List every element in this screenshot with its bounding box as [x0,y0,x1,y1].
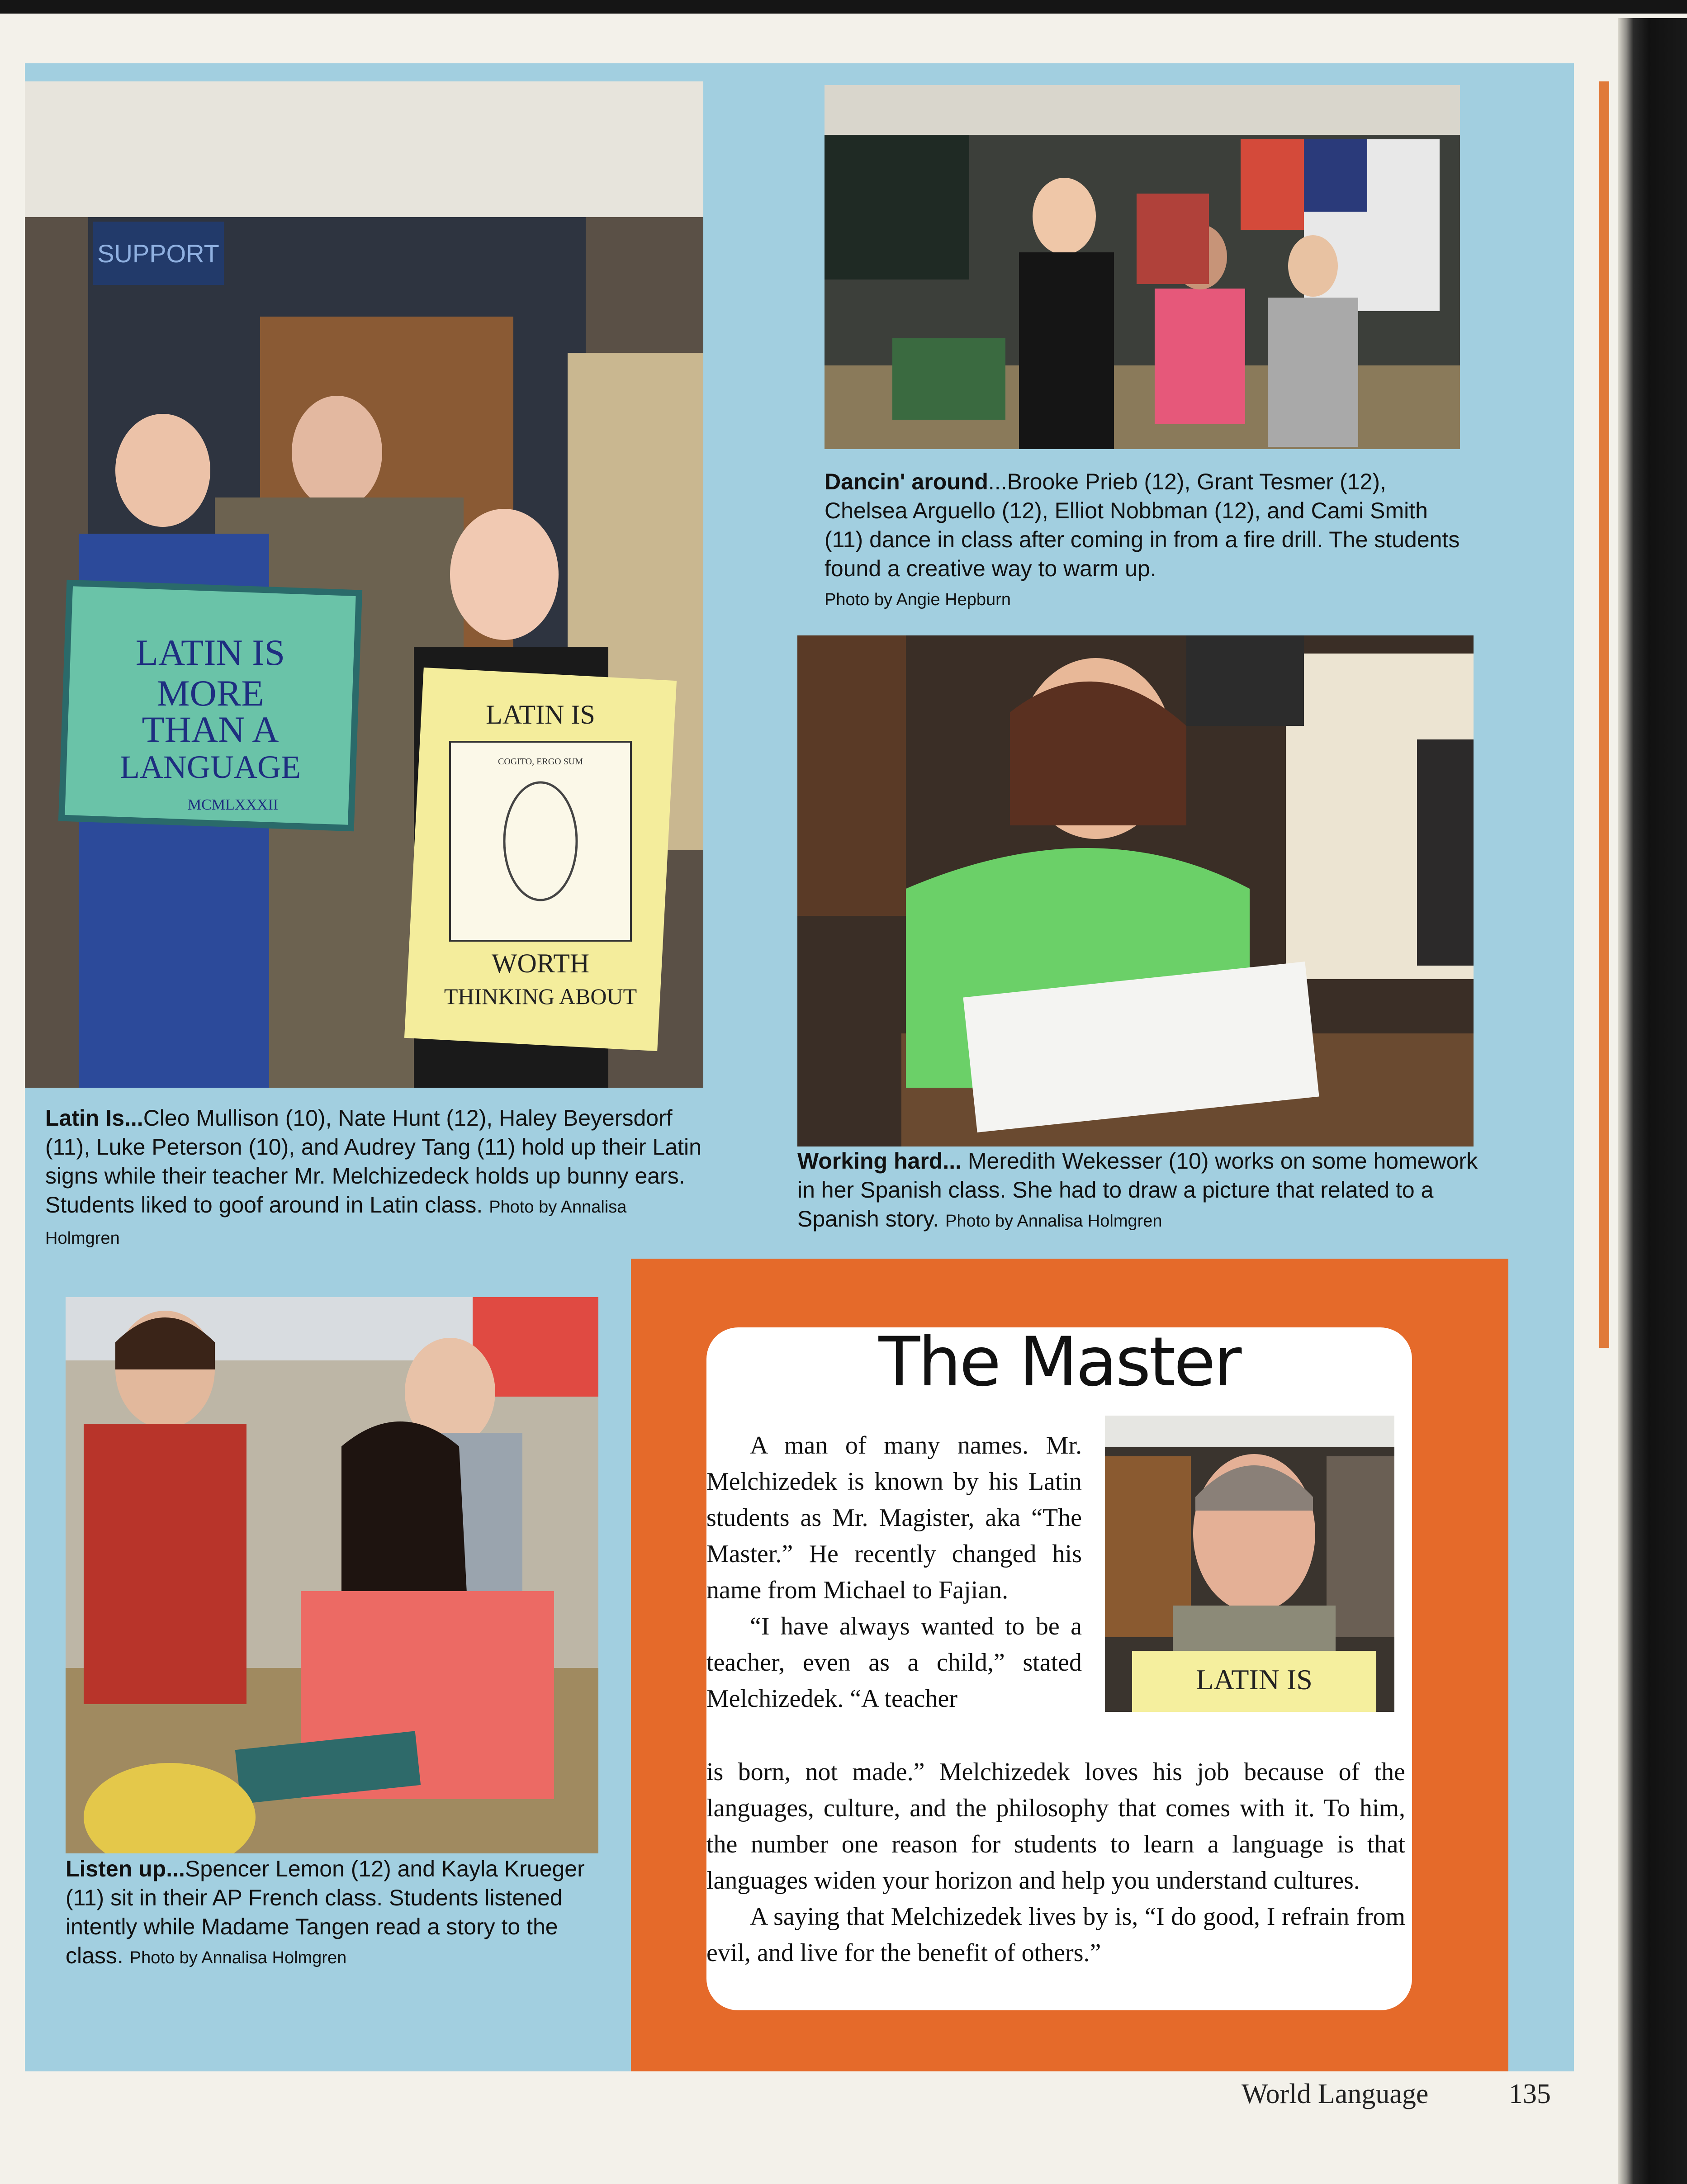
caption-working-lead: Working hard... [797,1148,962,1174]
latin-sign-line-1: LATIN IS [135,632,285,673]
caption-dancin-credit: Photo by Angie Hepburn [825,590,1011,609]
caption-dancin-body: ...Brooke Prieb (12), Grant Tesmer (12), Chelsea Arguello (12), Elliot Nobbman (12), and Cami Smith (11) dance in class after coming in from a fire drill. The students found a creative way to warm up. [825,469,1460,581]
latin-sign-line-3: THAN A [142,709,279,750]
footer-section: World Language [1242,2079,1429,2109]
latin-is-sign-text: LATIN IS [486,700,595,730]
caption-latin-credit: Photo by Annalisa Holmgren [45,1198,627,1248]
photo-teacher-portrait [1105,1416,1394,1712]
feature-paragraph-2-end: is born, not made.” Melchizedek loves his job because of the languages, culture, and the philosophy that comes with it. To him, the number one reason for students to learn a language is that languages widen your horizon and help you understand cultures. [706,1758,1405,1895]
feature-paragraph-3: A saying that Melchizedek lives by is, “I do good, I refrain from evil, and live for the benefit of others.” [706,1903,1405,1967]
latin-sign-line-4: LANGUAGE [120,749,301,785]
support-sign-text: SUPPORT [97,239,219,268]
caption-working [797,1146,1494,1236]
portrait-sign-text: LATIN IS [1196,1663,1313,1696]
caption-listen-lead: Listen up... [66,1856,185,1881]
latin-sign-numeral: MCMLXXXII [187,796,279,813]
caption-dancin [825,467,1460,614]
feature-paragraph-1: A man of many names. Mr. Melchizedek is known by his Latin students as Mr. Magister, aka “The Master.” He recently changed his name from Michael to Fajian. [706,1431,1082,1604]
caption-latin [45,1104,706,1253]
feature-story-top [706,1427,1082,1717]
caption-listen [66,1854,622,1972]
caption-working-body: Meredith Wekesser (10) works on some homework in her Spanish class. She had to draw a picture that related to a Spanish story. [797,1148,1478,1232]
caption-working-credit: Photo by Annalisa Holmgren [945,1212,1162,1231]
footer-page-number: 135 [1509,2079,1551,2109]
caption-latin-lead: Latin Is... [45,1105,143,1131]
photo-working-hard [797,635,1474,1146]
caption-listen-body: Spencer Lemon (12) and Kayla Krueger (11) sit in their AP French class. Students listened intently while Madame Tangen read a story to the class. [66,1856,585,1968]
book-spine [1618,18,1687,2184]
top-border [0,0,1687,14]
photo-dancing-students [825,85,1460,449]
caption-dancin-lead: Dancin' around [825,469,988,494]
worth-text: WORTH [491,948,590,978]
page-edge-strip [1599,81,1609,1348]
caption-listen-credit: Photo by Annalisa Holmgren [129,1948,347,1967]
caption-latin-body: Cleo Mullison (10), Nate Hunt (12), Haley Beyersdorf (11), Luke Peterson (10), and Audrey Tang (11) hold up their Latin signs while their teacher Mr. Melchizedeck holds up bunny ears. Students liked to goof around in Latin class. [45,1105,701,1218]
latin-sign-line-2: MORE [156,673,264,714]
feature-story-bottom [706,1754,1405,1971]
feature-title: The Master [878,1323,1240,1402]
photo-latin-signs [25,81,703,1088]
thinking-about-text: THINKING ABOUT [444,984,637,1009]
cogito-text: COGITO, ERGO SUM [498,757,583,767]
photo-listen-up [66,1297,598,1853]
feature-paragraph-2-start: “I have always wanted to be a teacher, even as a child,” stated Melchizedek. “A teacher [706,1612,1082,1713]
